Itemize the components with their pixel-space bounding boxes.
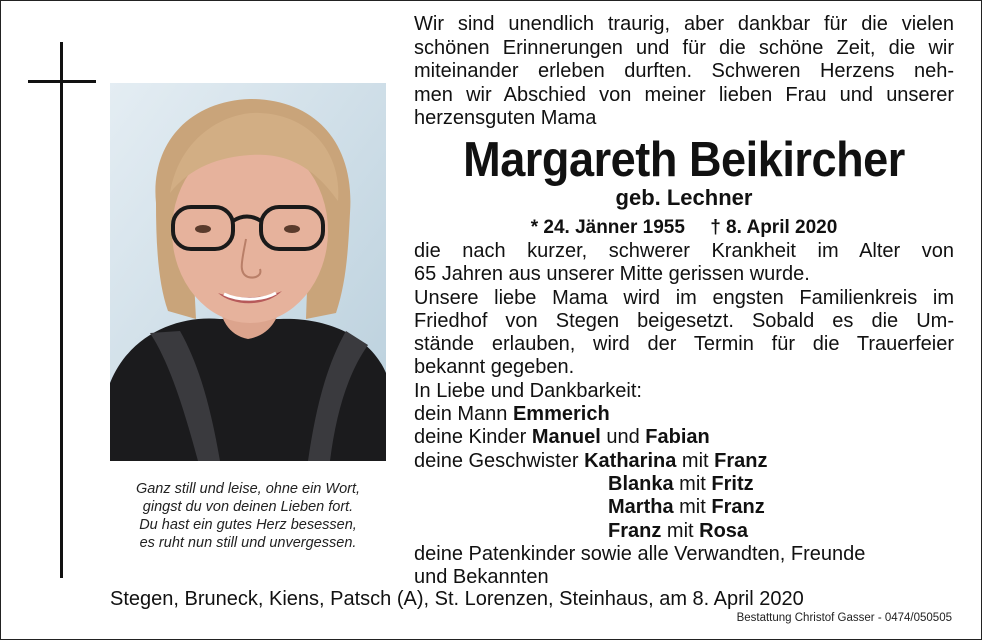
conjunction: mit (679, 496, 706, 519)
portrait-photo (110, 83, 386, 461)
body-line: In Liebe und Dankbarkeit: (414, 379, 642, 402)
conjunction: mit (666, 519, 694, 542)
body-line: Unsere liebe Mama wird im engsten Familienkreis im (414, 286, 954, 309)
death-date: † 8. April 2020 (710, 217, 838, 238)
sibling-partner: Franz (711, 496, 765, 519)
poem-line: Du hast ein gutes Herz besessen, (139, 517, 357, 533)
sibling-name: Franz (608, 519, 662, 542)
conjunction: mit (679, 472, 706, 495)
sibling-name: Katharina (584, 449, 677, 472)
conjunction: und (606, 426, 640, 449)
intro-line: miteinander erleben durften. Schweren Herzens neh- (414, 60, 954, 82)
poem (110, 480, 386, 552)
family-siblings (414, 450, 954, 473)
family-godchildren: deine Patenkinder sowie alle Verwandten, Freunde (414, 542, 866, 565)
siblings-prefix: deine Geschwister (414, 449, 579, 472)
sibling-partner: Rosa (699, 519, 749, 542)
husband-prefix: dein Mann (414, 403, 508, 426)
family-children (414, 426, 954, 449)
body-line: bekannt gegeben. (414, 356, 575, 379)
birth-date: * 24. Jänner 1955 (530, 217, 685, 238)
intro-line: Wir sind unendlich traurig, aber dankbar für die vielen (414, 13, 954, 35)
poem-line: Ganz still und leise, ohne ein Wort, (135, 481, 361, 497)
family-sibling-line (414, 473, 954, 496)
sibling-name: Martha (608, 496, 674, 519)
body-text (414, 240, 954, 589)
body-line: 65 Jahren aus unserer Mitte gerissen wurde. (414, 263, 810, 286)
place-date-footer: Stegen, Bruneck, Kiens, Patsch (A), St. Lorenzen, Steinhaus, am 8. April 2020 (110, 588, 804, 610)
life-dates (414, 216, 954, 240)
conjunction: mit (681, 449, 709, 472)
sibling-partner: Fritz (711, 472, 754, 495)
family-acquaintances: und Bekannten (414, 566, 549, 589)
intro-line: men wir Abschied von meiner lieben Frau und unserer (414, 83, 954, 106)
body-line: Friedhof von Stegen beigesetzt. Sobald es die Um- (414, 309, 954, 332)
intro-text (414, 13, 954, 131)
poem-line: es ruht nun still und unvergessen. (139, 535, 357, 551)
husband-name: Emmerich (512, 403, 610, 426)
poem-line: gingst du von deinen Lieben fort. (142, 499, 354, 515)
child-name: Fabian (645, 426, 710, 449)
intro-line: herzensguten Mama (414, 107, 597, 129)
family-sibling-line (414, 520, 954, 543)
child-name: Manuel (531, 426, 601, 449)
family-sibling-line (414, 496, 954, 519)
sibling-partner: Franz (714, 449, 768, 472)
funeral-home-credit: Bestattung Christof Gasser - 0474/050505 (736, 612, 952, 624)
deceased-name: Margareth Beikircher (463, 133, 905, 187)
maiden-name: geb. Lechner (615, 185, 753, 210)
children-prefix: deine Kinder (414, 426, 527, 449)
family-husband (414, 403, 954, 426)
body-line: die nach kurzer, schwerer Krankheit im Alter von (414, 240, 954, 262)
intro-line: schönen Erinnerungen und für die schöne Zeit, die wir (414, 36, 954, 59)
sibling-name: Blanka (608, 472, 674, 495)
body-line: stände erlauben, wird der Termin für die Trauerfeier (414, 333, 954, 356)
